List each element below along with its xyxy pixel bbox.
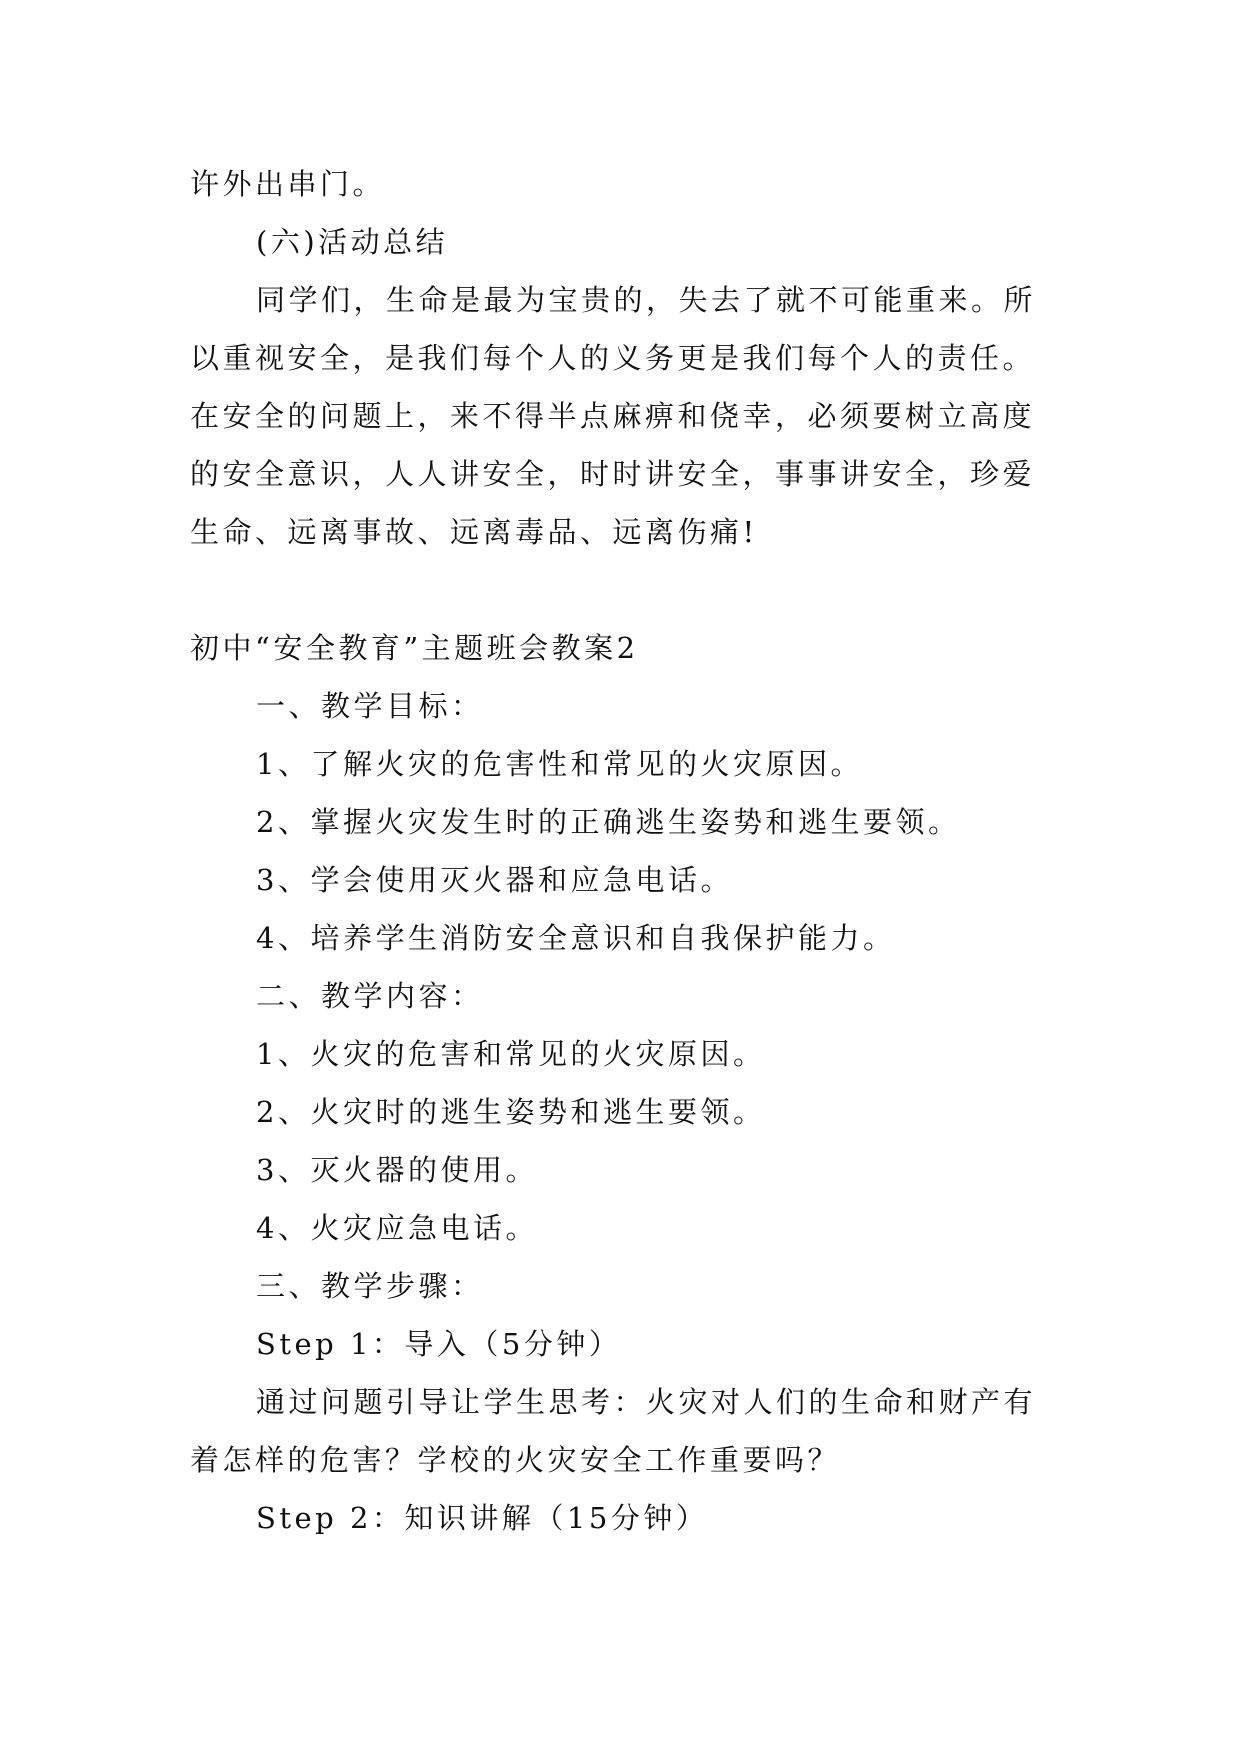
lesson-plan-title: 初中“安全教育”主题班会教案2	[190, 631, 639, 665]
objective-item: 2、掌握火灾发生时的正确逃生姿势和逃生要领。	[256, 805, 961, 839]
objective-item: 1、了解火灾的危害性和常见的火灾原因。	[256, 747, 863, 781]
steps-heading: 三、教学步骤：	[256, 1269, 484, 1303]
summary-line: 以重视安全，是我们每个人的义务更是我们每个人的责任。	[190, 341, 1036, 375]
step1-line: 着怎样的危害？学校的火灾安全工作重要吗？	[190, 1443, 841, 1477]
objectives-heading: 一、教学目标：	[256, 689, 484, 723]
content-item: 3、灭火器的使用。	[256, 1153, 538, 1187]
step2-title: Step 2：知识讲解（15分钟）	[256, 1501, 709, 1535]
summary-line: 生命、远离事故、远离毒品、远离伤痛!	[190, 515, 758, 549]
step1-line: 通过问题引导让学生思考：火灾对人们的生命和财产有	[256, 1385, 1037, 1419]
step1-title: Step 1：导入（5分钟）	[256, 1327, 622, 1361]
continuation-text: 许外出串门。	[190, 167, 386, 201]
objective-item: 4、培养学生消防安全意识和自我保护能力。	[256, 921, 896, 955]
content-item: 2、火灾时的逃生姿势和逃生要领。	[256, 1095, 766, 1129]
summary-line: 的安全意识，人人讲安全，时时讲安全，事事讲安全，珍爱	[190, 457, 1036, 491]
summary-line: 在安全的问题上，来不得半点麻痹和侥幸，必须要树立高度	[190, 399, 1036, 433]
activity-summary-heading: (六)活动总结	[256, 225, 449, 259]
summary-line: 同学们，生命是最为宝贵的，失去了就不可能重来。所	[256, 283, 1037, 317]
content-item: 1、火灾的危害和常见的火灾原因。	[256, 1037, 766, 1071]
content-heading: 二、教学内容：	[256, 979, 484, 1013]
content-item: 4、火灾应急电话。	[256, 1211, 538, 1245]
objective-item: 3、学会使用灭火器和应急电话。	[256, 863, 733, 897]
